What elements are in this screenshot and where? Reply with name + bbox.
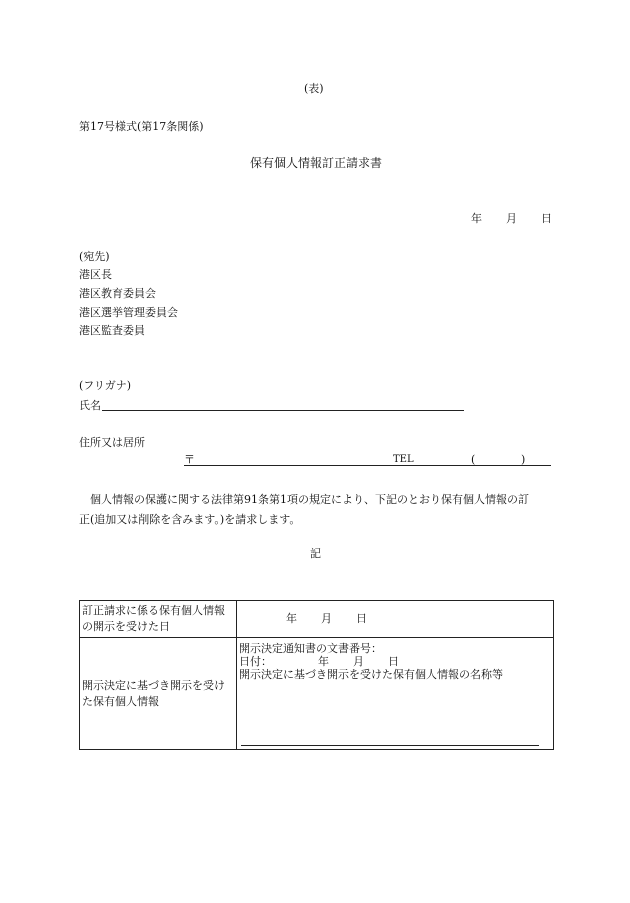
- request-table: [79, 600, 554, 750]
- label-line: た保有個人情報: [82, 694, 159, 708]
- disclosed-info-field[interactable]: [237, 638, 554, 750]
- address-label: 住所又は居所: [79, 436, 145, 449]
- tel-open-paren: (: [471, 453, 476, 466]
- notice-date-label: 日付：: [239, 655, 272, 669]
- row2-day: 日: [388, 655, 399, 669]
- side-label: (表): [304, 82, 324, 95]
- document-title: 保有個人情報訂正請求書: [250, 156, 383, 170]
- addressee-item: 港区選挙管理委員会: [79, 306, 178, 319]
- label-line: 訂正請求に係る保有個人情報: [82, 604, 225, 618]
- addressee-heading: (宛先): [79, 250, 110, 263]
- info-name-input-line[interactable]: [241, 745, 539, 746]
- date-year: 年: [471, 212, 482, 225]
- statement-line: 個人情報の保護に関する法律第91条第1項の規定により、下記のとおり保有個人情報の訂: [90, 493, 529, 506]
- notice-date-line: [239, 655, 551, 668]
- form-number: 第17号様式(第17条関係): [79, 120, 204, 133]
- furigana-label: (フリガナ): [79, 379, 132, 392]
- name-input-line[interactable]: [102, 410, 464, 411]
- addressee-item: 港区監査委員: [79, 324, 145, 337]
- postal-mark: 〒: [184, 453, 195, 466]
- tel-close-paren: ): [521, 453, 526, 466]
- doc-number-label: 開示決定通知書の文書番号：: [239, 642, 382, 655]
- addressee-item: 港区教育委員会: [79, 287, 156, 300]
- info-name-label: 開示決定に基づき開示を受けた保有個人情報の名称等: [239, 668, 503, 682]
- row2-month: 月: [353, 655, 364, 669]
- date-day: 日: [541, 212, 552, 225]
- row2-year: 年: [318, 655, 329, 669]
- row1-month: 月: [321, 612, 332, 626]
- disclosed-info-label: [80, 638, 237, 750]
- ki-mark: 記: [310, 547, 321, 560]
- label-line: 開示決定に基づき開示を受け: [82, 678, 225, 692]
- disclosure-date-label: [80, 601, 237, 638]
- addressee-item: 港区長: [79, 268, 112, 281]
- date-month: 月: [506, 212, 517, 225]
- name-label: 氏名: [79, 399, 101, 412]
- request-statement: [79, 490, 554, 530]
- tel-label: TEL: [393, 454, 414, 465]
- statement-line: 正(追加又は削除を含みます。)を請求します。: [79, 513, 301, 526]
- table-row: [80, 638, 554, 750]
- table-row: [80, 601, 554, 638]
- row1-day: 日: [356, 612, 367, 626]
- disclosure-date-field[interactable]: [237, 601, 554, 638]
- address-input-line[interactable]: [184, 465, 551, 466]
- label-line: の開示を受けた日: [82, 620, 170, 633]
- row1-year: 年: [286, 612, 297, 626]
